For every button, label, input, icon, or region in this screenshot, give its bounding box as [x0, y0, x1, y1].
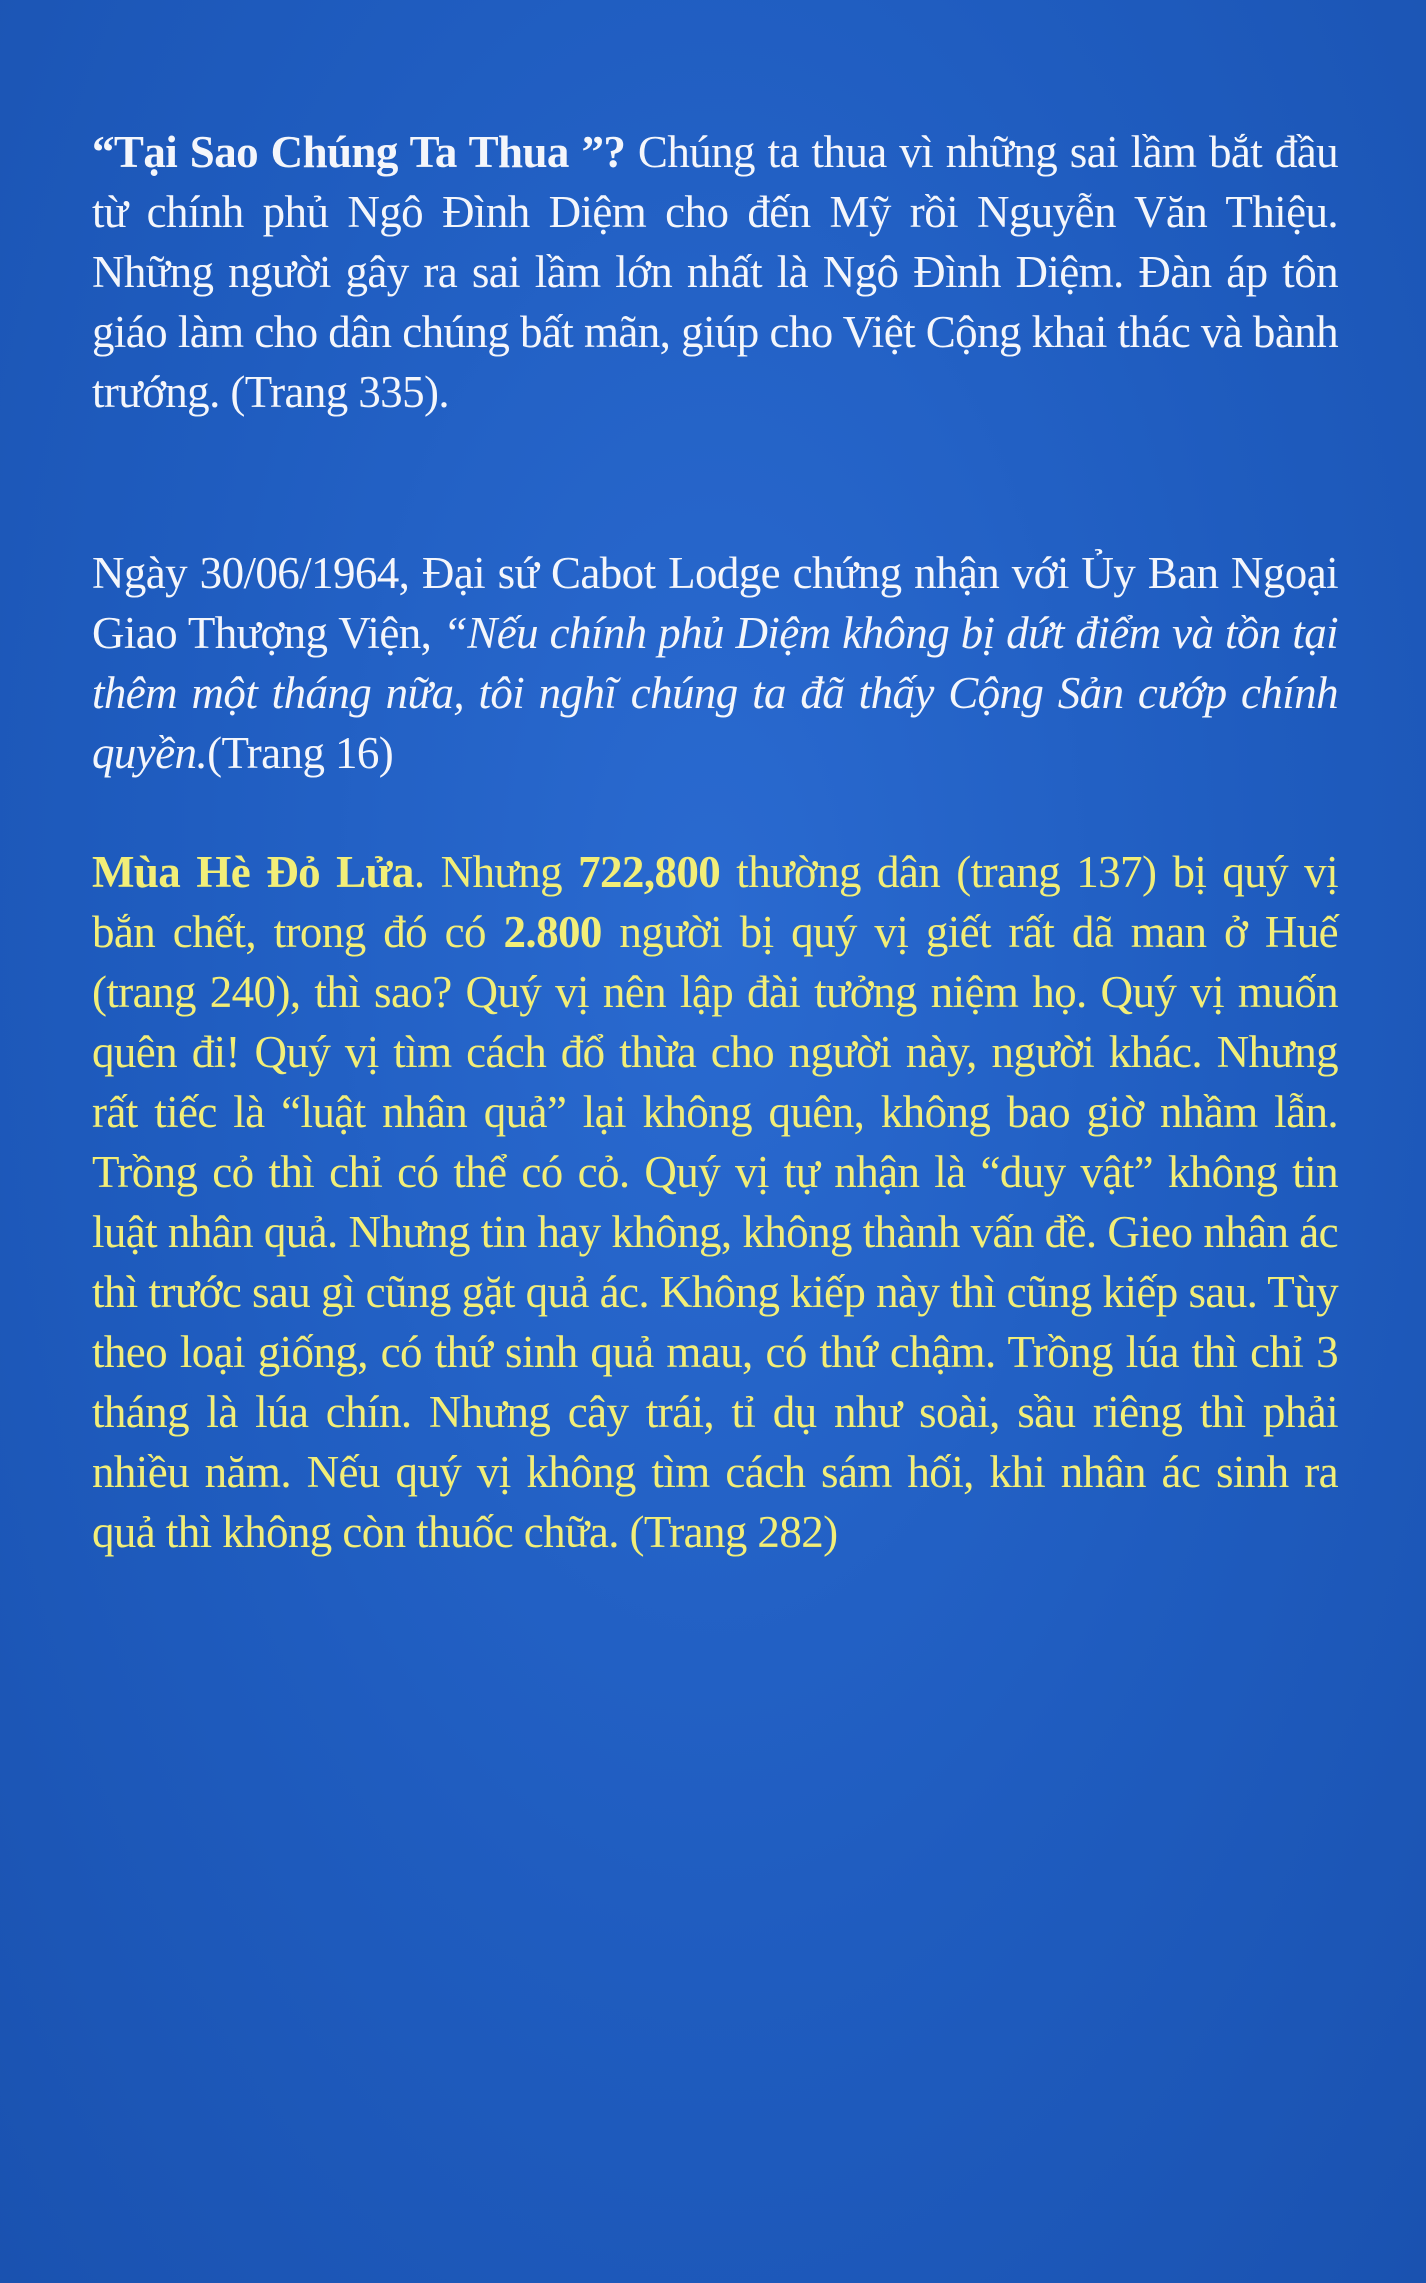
paragraph-title: Mùa Hè Đỏ Lửa [92, 847, 414, 897]
paragraph-text: người bị quý vị giết rất dã man ở Huế (trang 240), thì sao? Quý vị nên lập đài tưởng niệm họ. Quý vị muốn quên đi! Quý vị tìm cách đổ thừa cho người này, người khác. Nhưng rất tiếc là “luật nhân quả” lại không quên, không bao giờ nhầm lẫn. Trồng cỏ thì chỉ có thể có cỏ. Quý vị tự nhận là “duy vật” không tin luật nhân quả. Nhưng tin hay không, không thành vấn đề. Gieo nhân ác thì trước sau gì cũng gặt quả ác. Không kiếp này thì cũng kiếp sau. Tùy theo loại giống, có thứ sinh quả mau, có thứ chậm. Trồng lúa thì chỉ 3 tháng là lúa chín. Nhưng cây trái, tỉ dụ như soài, sầu riêng thì phải nhiều năm. Nếu quý vị không tìm cách sám hối, khi nhân ác sinh ra quả thì không còn thuốc chữa. (Trang 282) [92, 907, 1338, 1557]
civilian-count: 722,800 [578, 847, 721, 897]
paragraph-title: “Tại Sao Chúng Ta Thua ”? [92, 127, 626, 177]
paragraph-text: . Nhưng [413, 847, 579, 897]
paragraph-text: thường dân (trang 137) bị quý vị bắn chết, trong đó có [92, 847, 1338, 957]
paragraph-text: Ngày 30/06/1964, Đại sứ Cabot Lodge chứng nhận với Ủy Ban Ngoại Giao Thượng Viện, [92, 548, 1338, 658]
quote-text: “Nếu chính phủ Diệm không bị dứt điểm và tồn tại thêm một tháng nữa, tôi nghĩ chúng ta đã thấy Cộng Sản cướp chính quyền. [92, 608, 1339, 778]
paragraph-red-summer [92, 842, 1338, 1562]
citation: (Trang 16) [207, 728, 394, 778]
paragraph-text: Chúng ta thua vì những sai lầm bắt đầu từ chính phủ Ngô Đình Diệm cho đến Mỹ rồi Nguyễn Văn Thiệu. Những người gây ra sai lầm lớn nhất là Ngô Đình Diệm. Đàn áp tôn giáo làm cho dân chúng bất mãn, giúp cho Việt Cộng khai thác và bành trướng. (Trang 335). [92, 127, 1338, 417]
paragraph-lodge-quote [92, 543, 1338, 783]
paragraph-why-we-lost [92, 122, 1338, 422]
hue-victim-count: 2.800 [503, 907, 602, 957]
